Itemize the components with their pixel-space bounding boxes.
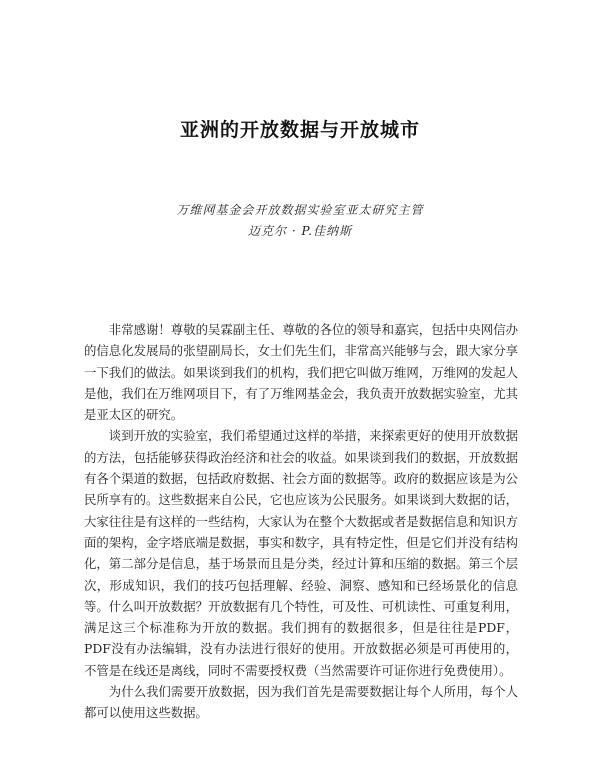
author-affiliation: 万维网基金会开放数据实验室亚太研究主管 — [176, 203, 424, 217]
author-name: 迈克尔 · P.佳纳斯 — [248, 224, 352, 238]
page-title: 亚洲的开放数据与开放城市 — [179, 119, 420, 141]
paragraph: 谈到开放的实验室，我们希望通过这样的举措，来探索更好的使用开放数据的方法，包括能够获得政治经济和社会的收益。如果谈到我们的数据，开放数据有各个渠道的数据，包括政府数据、社会方面的数据等。政府的数据应该是为公民所享有的。这些数据来自公民，它也应该为公民服务。如果谈到大数据的话，大家往往是有这样的一些结构，大家认为在整个大数据或者是数据信息和知识方面的架构，金字塔底端是数据，事实和数字，具有特定性，但是它们并没有结构化，第二部分是信息，基于场景而且是分类，经过计算和压缩的数据。第三个层次，形成知识，我们的技巧包括理解、经验、洞察、感知和已经场景化的信息等。什么叫开放数据？开放数据有几个特性，可及性、可机读性、可重复利用，满足这三个标准称为开放的数据。我们拥有的数据很多，但是往往是PDF，PDF没有办法编辑，没有办法进行很好的使用。开放数据必须是可再使用的，不管是在线还是离线，同时不需要授权费（当然需要许可证你进行免费使用）。 — [84, 428, 518, 678]
paragraph: 非常感谢！尊敬的吴霖副主任、尊敬的各位的领导和嘉宾，包括中央网信办的信息化发展局的张望副局长，女士们先生们，非常高兴能够与会，跟大家分享一下我们的做法。如果谈到我们的机构，我们把它叫做万维网，万维网的发起人是他，我们在万维网项目下，有了万维网基金会，我负责开放数据实验室，尤其是亚太区的研究。 — [84, 322, 518, 423]
body-text — [84, 319, 518, 723]
paragraph: 为什么我们需要开放数据，因为我们首先是需要数据让每个人所用，每个人都可以使用这些数据。 — [84, 684, 518, 721]
